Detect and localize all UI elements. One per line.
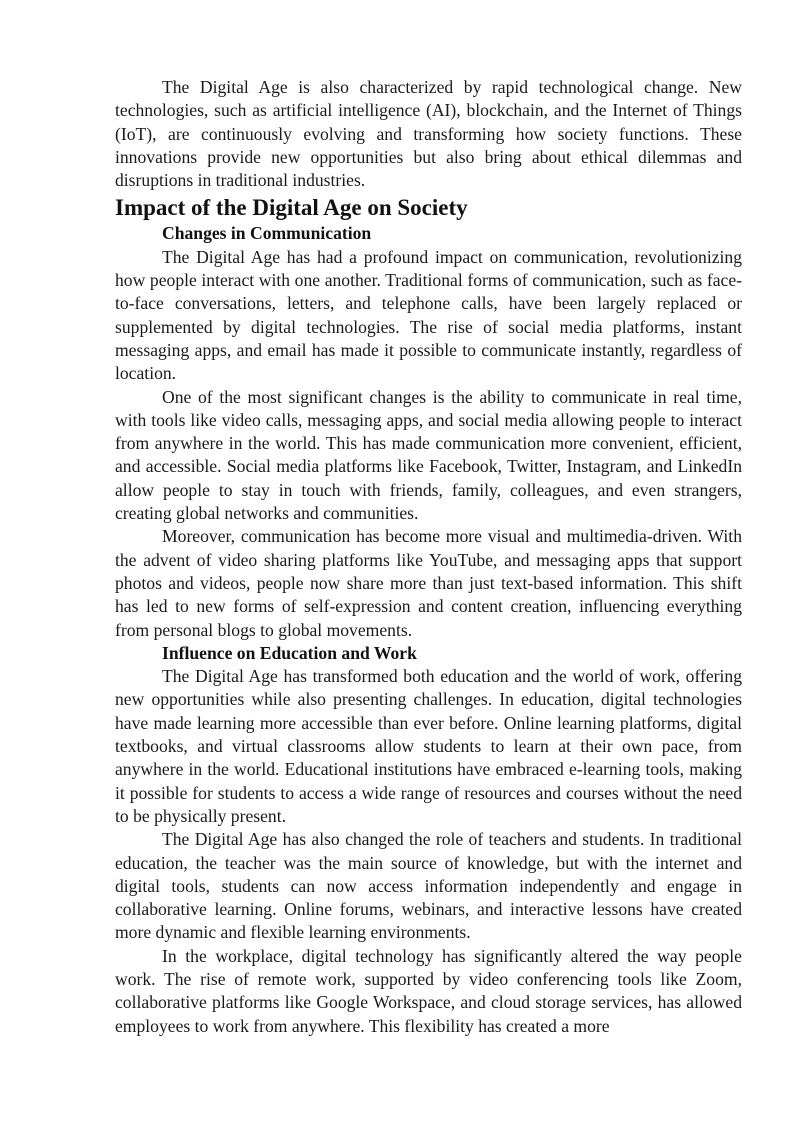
document-page [115,76,742,1038]
body-paragraph: The Digital Age has also changed the role of teachers and students. In traditional education, the teacher was the main source of knowledge, but with the internet and digital tools, students can now access information independently and engage in collaborative learning. Online forums, webinars, and interactive lessons have created more dynamic and flexible learning environments. [115,829,742,943]
body-paragraph: The Digital Age has had a profound impact on communication, revolutionizing how people interact with one another. Traditional forms of communication, such as face-to-face conversations, letters, and telephone calls, have been largely replaced or supplemented by digital technologies. The rise of social media platforms, instant messaging apps, and email has made it possible to communicate instantly, regardless of location. [115,246,742,384]
body-paragraph: One of the most significant changes is the ability to communicate in real time, with tools like video calls, messaging apps, and social media allowing people to interact from anywhere in the world. This has made communication more convenient, efficient, and accessible. Social media platforms like Facebook, Twitter, Instagram, and LinkedIn allow people to stay in touch with friends, family, colleagues, and even strangers, creating global networks and communities. [115,386,742,524]
body-paragraph: In the workplace, digital technology has significantly altered the way people work. The rise of remote work, supported by video conferencing tools like Zoom, collaborative platforms like Google Workspace, and cloud storage services, has allowed employees to work from anywhere. This flexibility has created a more [115,945,742,1036]
subheading-communication: Changes in Communication [162,223,372,244]
body-paragraph: Moreover, communication has become more visual and multimedia-driven. With the advent of video sharing platforms like YouTube, and messaging apps that support photos and videos, people now share more than just text-based information. This shift has led to new forms of self-expression and content creation, influencing everything from personal blogs to global movements. [115,526,742,640]
subheading-education-work: Influence on Education and Work [162,642,417,663]
intro-paragraph: The Digital Age is also characterized by rapid technological change. New technologies, such as artificial intelligence (AI), blockchain, and the Internet of Things (IoT), are continuously evolving and transforming how society functions. These innovations provide new opportunities but also bring about ethical dilemmas and disruptions in traditional industries. [115,77,742,191]
body-paragraph: The Digital Age has transformed both education and the world of work, offering new opportunities while also presenting challenges. In education, digital technologies have made learning more accessible than ever before. Online learning platforms, digital textbooks, and virtual classrooms allow students to learn at their own pace, from anywhere in the world. Educational institutions have embraced e-learning tools, making it possible for students to access a wide range of resources and courses without the need to be physically present. [115,666,742,826]
section-heading: Impact of the Digital Age on Society [115,195,468,221]
